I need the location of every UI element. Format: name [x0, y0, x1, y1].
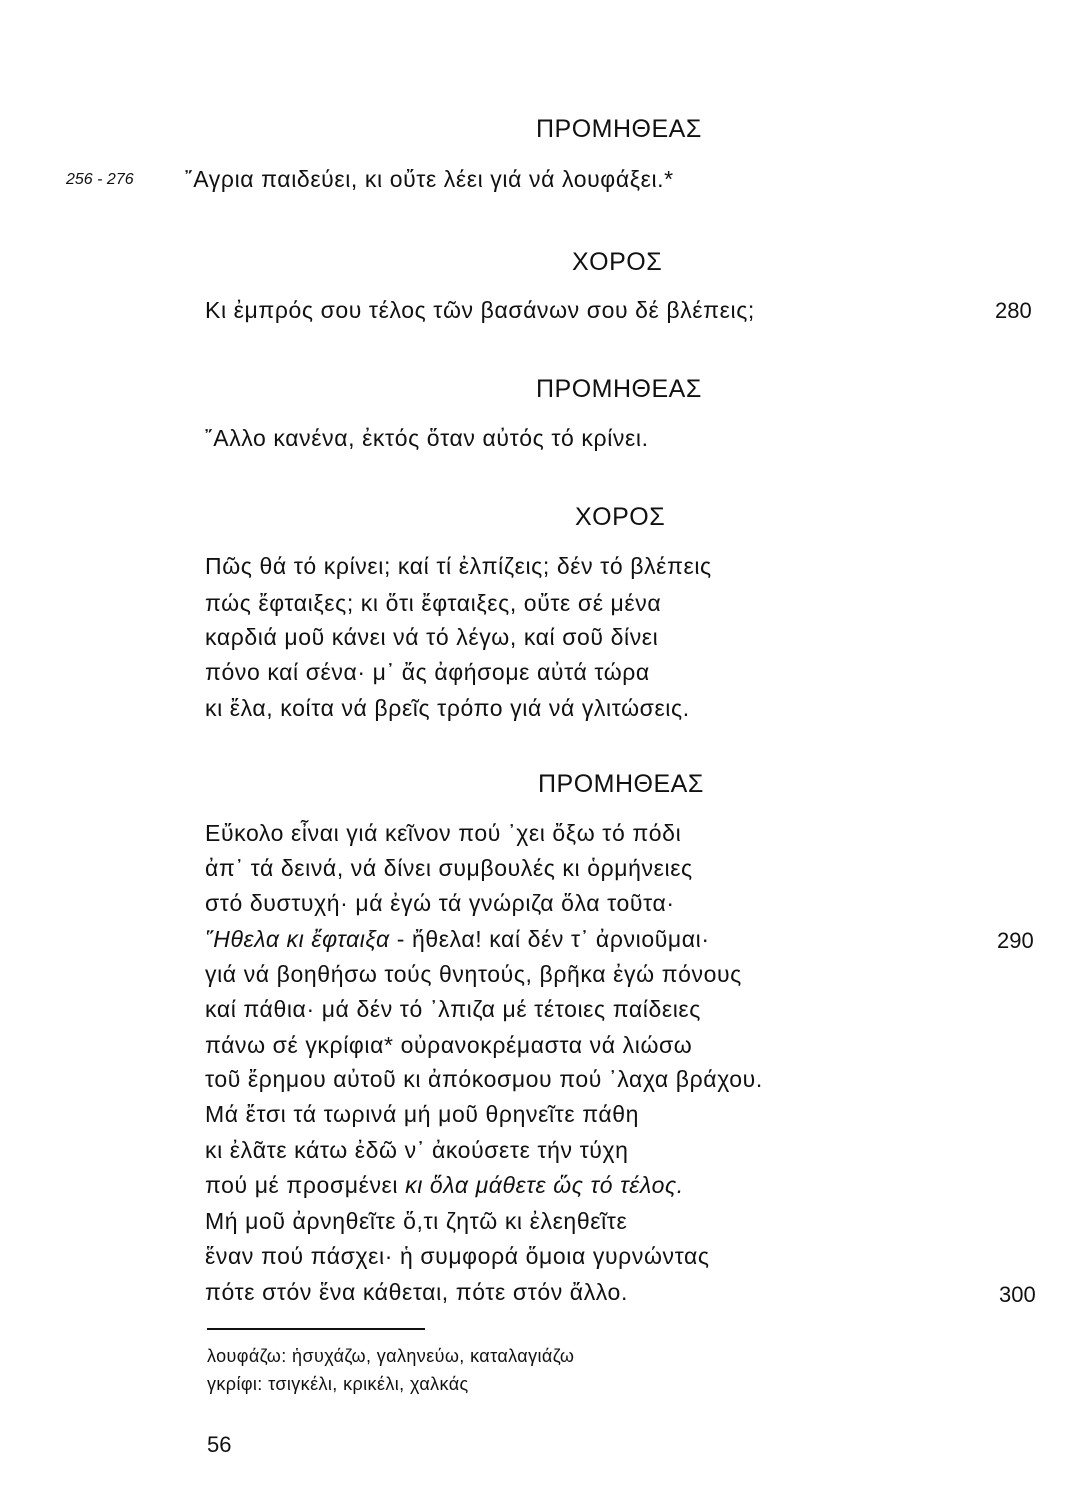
- verse-line: Εὔκολο εἶναι γιά κεῖνον πού ᾽χει ὄξω τό πόδι: [205, 820, 682, 846]
- verse-line: Μή μοῦ ἀρνηθεῖτε ὅ,τι ζητῶ κι ἐλεηθεῖτε: [205, 1208, 628, 1234]
- verse-line: πάνω σέ γκρίφια* οὐρανοκρέμαστα νά λιώσω: [205, 1032, 693, 1058]
- verse-line: πώς ἔφταιξες; κι ὅτι ἔφταιξες, οὔτε σέ μένα: [205, 590, 662, 616]
- speaker-chorus: ΧΟΡΟΣ: [572, 248, 663, 276]
- line-number: 290: [997, 928, 1034, 953]
- verse-line: Μά ἔτσι τά τωρινά μή μοῦ θρηνεῖτε πάθη: [205, 1101, 640, 1127]
- verse-line: καί πάθια· μά δέν τό ᾽λπιζα μέ τέτοιες παίδειες: [205, 996, 701, 1022]
- verse-line: ἕναν πού πάσχει· ἡ συμφορά ὅμοια γυρνώντας: [205, 1243, 710, 1269]
- verse-range: 256 - 276: [66, 171, 134, 188]
- verse-line: κι ἐλᾶτε κάτω ἐδῶ ν᾽ ἀκούσετε τήν τύχη: [205, 1137, 629, 1163]
- verse-line: Κι ἐμπρός σου τέλος τῶν βασάνων σου δέ βλέπεις;: [205, 297, 755, 323]
- verse-italic: ῞Ηθελα κι ἔφταιξα: [205, 926, 390, 952]
- verse-line: Πῶς θά τό κρίνει; καί τί ἐλπίζεις; δέν τό βλέπεις: [205, 553, 712, 579]
- speaker-chorus: ΧΟΡΟΣ: [575, 503, 666, 531]
- verse-line: [205, 1174, 684, 1197]
- footnote: γκρίφι: τσιγκέλι, κρικέλι, χαλκάς: [207, 1374, 469, 1394]
- footnote: λουφάζω: ἡσυχάζω, γαληνεύω, καταλαγιάζω: [207, 1346, 575, 1366]
- verse-text: πού μέ προσμένει: [205, 1172, 406, 1198]
- line-number: 300: [999, 1282, 1036, 1307]
- verse-line: [205, 928, 710, 951]
- verse-line: πότε στόν ἕνα κάθεται, πότε στόν ἄλλο.: [205, 1279, 628, 1305]
- verse-line: κι ἔλα, κοίτα νά βρεῖς τρόπο γιά νά γλιτώσεις.: [205, 695, 690, 721]
- speaker-prometheus: ΠΡΟΜΗΘΕΑΣ: [536, 375, 702, 403]
- speaker-prometheus: ΠΡΟΜΗΘΕΑΣ: [536, 115, 702, 143]
- verse-line: γιά νά βοηθήσω τούς θνητούς, βρῆκα ἐγώ πόνους: [205, 961, 742, 987]
- footnote-rule: [207, 1328, 425, 1330]
- verse-line: ῎Αλλο κανένα, ἐκτός ὅταν αὐτός τό κρίνει.: [205, 425, 649, 451]
- verse-italic: κι ὅλα μάθετε ὥς τό τέλος.: [405, 1172, 684, 1198]
- verse-line: ἀπ᾽ τά δεινά, νά δίνει συμβουλές κι ὁρμήνειες: [205, 855, 693, 881]
- verse-text: - ἤθελα! καί δέν τ᾽ ἀρνιοῦμαι·: [389, 926, 710, 952]
- verse-line: πόνο καί σένα· μ᾽ ἄς ἀφήσομε αὐτά τώρα: [205, 659, 650, 685]
- verse-line: ῎Αγρια παιδεύει, κι οὔτε λέει γιά νά λουφάξει.*: [185, 166, 674, 192]
- verse-line: στό δυστυχή· μά ἐγώ τά γνώριζα ὅλα τοῦτα·: [205, 890, 675, 916]
- speaker-prometheus: ΠΡΟΜΗΘΕΑΣ: [538, 770, 704, 798]
- line-number: 280: [995, 298, 1032, 323]
- page-number: 56: [207, 1432, 232, 1457]
- verse-line: τοῦ ἔρημου αὐτοῦ κι ἀπόκοσμου πού ᾽λαχα βράχου.: [205, 1066, 763, 1092]
- verse-line: καρδιά μοῦ κάνει νά τό λέγω, καί σοῦ δίνει: [205, 624, 659, 650]
